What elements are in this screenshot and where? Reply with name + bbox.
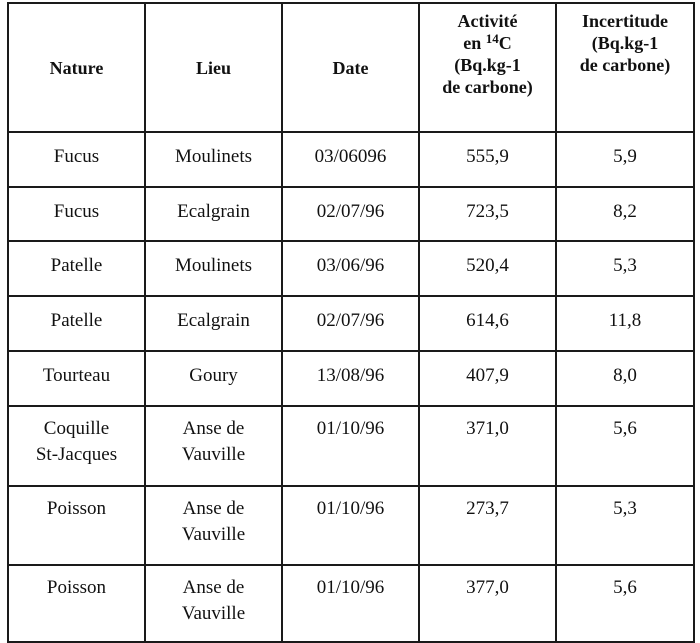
header-incertitude-line2: (Bq.kg-1 [591,33,659,53]
cell-incertitude: 11,8 [556,296,694,351]
cell-text: Fucus [53,146,100,167]
cell-date: 01/10/96 [282,565,419,642]
cell-text: Moulinets [174,146,253,167]
header-incertitude-line1: Incertitude [582,11,668,31]
cell-activite: 520,4 [419,241,556,296]
header-activite-isotope-mass: 14 [485,31,499,46]
cell-nature [8,406,145,486]
cell-text: Ecalgrain [177,310,250,331]
cell-incertitude: 8,0 [556,351,694,406]
cell-incertitude: 5,6 [556,565,694,642]
cell-lieu [145,565,282,642]
cell-nature [8,187,145,241]
table-row [8,486,694,565]
cell-date: 03/06096 [282,132,419,187]
cell-date: 13/08/96 [282,351,419,406]
header-date: Date [282,3,419,132]
cell-incertitude: 5,6 [556,406,694,486]
cell-activite: 723,5 [419,187,556,241]
cell-nature [8,351,145,406]
cell-lieu [145,296,282,351]
table-row [8,132,694,187]
header-activite-line3: (Bq.kg-1 [454,55,521,75]
cell-lieu [145,486,282,565]
cell-incertitude: 5,3 [556,486,694,565]
cell-date: 02/07/96 [282,187,419,241]
cell-lieu [145,187,282,241]
cell-text: Moulinets [174,255,253,276]
header-activite [419,3,556,132]
carbon14-activity-table [7,2,695,643]
cell-date: 01/10/96 [282,406,419,486]
cell-text-line2: St-Jacques [35,444,118,465]
header-activite-line2-suffix: C [498,33,512,53]
table-row [8,406,694,486]
cell-nature [8,565,145,642]
cell-nature [8,296,145,351]
cell-text: Tourteau [42,365,111,386]
cell-text: Patelle [50,255,103,276]
cell-text-line1: Anse de [182,418,245,439]
cell-text: Poisson [46,577,107,598]
cell-text-line1: Coquille [43,418,110,439]
cell-lieu [145,406,282,486]
cell-activite: 371,0 [419,406,556,486]
cell-activite: 273,7 [419,486,556,565]
cell-text: Poisson [46,498,107,519]
header-incertitude-line3: de carbone) [579,55,671,75]
table-row [8,296,694,351]
cell-nature [8,241,145,296]
header-incertitude [556,3,694,132]
header-activite-line2-prefix: en [463,33,486,53]
header-activite-line4: de carbone) [442,77,533,97]
table-row [8,351,694,406]
table-row [8,565,694,642]
cell-activite: 614,6 [419,296,556,351]
cell-date: 03/06/96 [282,241,419,296]
cell-lieu [145,351,282,406]
cell-text-line2: Vauville [181,524,246,545]
cell-text-line2: Vauville [181,603,246,624]
cell-text-line1: Anse de [182,577,245,598]
header-nature: Nature [8,3,145,132]
table-row [8,187,694,241]
cell-nature [8,132,145,187]
cell-date: 01/10/96 [282,486,419,565]
cell-activite: 407,9 [419,351,556,406]
cell-incertitude: 5,3 [556,241,694,296]
cell-text-line2: Vauville [181,444,246,465]
cell-activite: 555,9 [419,132,556,187]
header-lieu: Lieu [145,3,282,132]
cell-nature [8,486,145,565]
cell-text: Fucus [53,201,100,222]
cell-text: Goury [189,365,238,386]
cell-text: Ecalgrain [177,201,250,222]
header-row [8,3,694,132]
header-activite-line1: Activité [457,11,518,31]
cell-text-line1: Anse de [182,498,245,519]
table-row [8,241,694,296]
cell-lieu [145,241,282,296]
header-activite-line2 [422,32,553,54]
cell-date: 02/07/96 [282,296,419,351]
cell-activite: 377,0 [419,565,556,642]
cell-lieu [145,132,282,187]
cell-incertitude: 5,9 [556,132,694,187]
cell-incertitude: 8,2 [556,187,694,241]
cell-text: Patelle [50,310,103,331]
